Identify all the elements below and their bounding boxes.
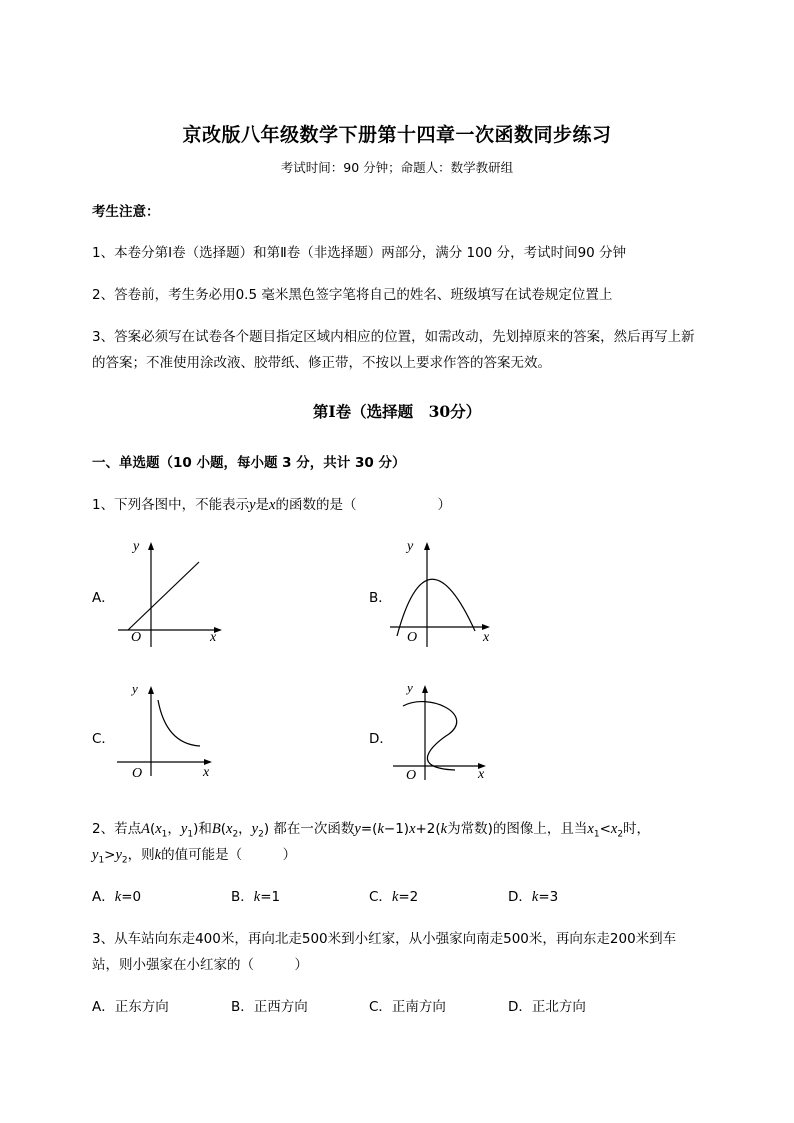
option-a-label: A． (92, 590, 115, 606)
q2-text: 都在一次函数 (269, 821, 355, 837)
q2-text: 时， (623, 821, 651, 837)
q2-text: < (599, 821, 611, 837)
q1-var-y: y (249, 497, 256, 513)
q3-option-d: D．正北方向 (508, 999, 586, 1015)
option-value: =3 (538, 889, 559, 905)
subscript: 2 (121, 855, 128, 866)
notice-item-3-line-1: 3、答案必须写在试卷各个题目指定区域内相应的位置，如需改动，先划掉原来的答案，然后再写上新 (92, 329, 695, 345)
q2-text: 2、若点 (92, 821, 142, 837)
q2-text: ， (238, 821, 252, 837)
q2-text: ， (167, 821, 181, 837)
origin-label: O (132, 766, 143, 781)
var-k: k (391, 889, 399, 905)
var-x2: x (226, 821, 233, 837)
option-label: B． (231, 889, 254, 905)
var-k: k (531, 889, 539, 905)
var-k: k (154, 847, 162, 863)
y-axis-label: y (407, 680, 413, 695)
option-label: D． (508, 889, 532, 905)
var-k: k (440, 821, 448, 837)
y-axis-label: y (407, 539, 414, 554)
notice-item-1: 1、本卷分第Ⅰ卷（选择题）和第Ⅱ卷（非选择题）两部分，满分 100 分，考试时间90 分钟 (92, 245, 627, 261)
q2-text: ，则 (127, 847, 155, 863)
y-axis-label: y (132, 681, 138, 696)
subscript: 1 (593, 829, 600, 840)
q1-var-x: x (269, 497, 276, 513)
x-axis-label: x (478, 767, 485, 782)
notice-heading: 考生注意： (92, 204, 160, 220)
q2-text: −1) (383, 821, 410, 837)
notice-item-2: 2、答卷前，考生务必用0.5 毫米黑色签字笔将自己的姓名、班级填写在试卷规定位置上 (92, 287, 613, 303)
page-title: 京改版八年级数学下册第十四章一次函数同步练习 (182, 124, 612, 146)
var-y2: y (251, 821, 259, 837)
question-2-stem-line-1 (92, 817, 650, 840)
var-k: k (377, 821, 384, 837)
var-y1: y (180, 821, 188, 837)
question-3-stem-line-1: 3、从车站向东走400米，再向北走500米到小红家，从小强家向南走500米，再向东走200米到车 (92, 931, 677, 947)
subscript: 2 (232, 829, 239, 840)
question-1-stem (92, 493, 451, 514)
x-axis-label: x (203, 765, 210, 780)
q2-text: 的值可能是（ ） (161, 847, 297, 863)
y-axis-arrow (148, 686, 154, 694)
option-c-label: C． (92, 731, 115, 747)
y-axis-arrow (424, 542, 430, 550)
answer-blank (356, 497, 437, 513)
graph-b (387, 535, 507, 647)
q2-text: > (104, 847, 116, 863)
subscript: 1 (161, 829, 168, 840)
origin-label: O (131, 630, 142, 645)
origin-label: O (407, 630, 418, 645)
q1-text: 是 (255, 497, 270, 513)
q3-option-a: A．正东方向 (92, 999, 169, 1015)
point-a: A (141, 821, 150, 837)
q2-text: =( (360, 821, 378, 837)
q2-option-b (231, 885, 280, 906)
notice-item-3-line-2: 的答案；不准使用涂改液、胶带纸、修正带，不按以上要求作答的答案无效。 (92, 355, 551, 371)
x-axis-label: x (483, 630, 490, 645)
subscript: 2 (617, 829, 624, 840)
q2-text: 为常数)的图像上，且当 (447, 821, 588, 837)
option-value: =1 (260, 889, 281, 905)
var-k: k (114, 889, 122, 905)
subscript: 1 (187, 829, 194, 840)
point-b: B (211, 821, 221, 837)
var-x2: x (610, 821, 618, 837)
q3-option-c: C．正南方向 (369, 999, 446, 1015)
straight-line-graph (128, 562, 199, 630)
question-2-stem-line-2 (92, 843, 296, 866)
option-value: =0 (121, 889, 142, 905)
y-axis-arrow (148, 542, 154, 550)
option-label: C． (369, 889, 392, 905)
part-1-title: 第Ⅰ卷（选择题 30分） (312, 402, 482, 421)
option-value: =2 (398, 889, 419, 905)
q1-text: 1、下列各图中，不能表示 (92, 497, 250, 513)
q1-text: 的函数的是（ (275, 497, 357, 513)
q2-option-c (369, 885, 418, 906)
q1-text: ） (437, 497, 451, 513)
q2-option-d (508, 885, 558, 906)
graph-d (389, 676, 499, 784)
q2-text: ( (220, 821, 226, 837)
section-heading: 一、单选题（10 小题，每小题 3 分，共计 30 分） (92, 455, 406, 471)
y-axis-label: y (133, 539, 140, 554)
q2-option-a (92, 885, 141, 906)
q2-text: +2( (415, 821, 441, 837)
s-curve-graph (403, 702, 457, 770)
question-3-stem-line-2: 站，则小强家在小红家的（ ） (92, 957, 308, 973)
var-y2: y (115, 847, 122, 863)
option-d-label: D． (369, 731, 393, 747)
exam-info: 考试时间：90 分钟；命题人：数学教研组 (280, 160, 514, 175)
q2-text: 和 (198, 821, 212, 837)
subscript: 2 (258, 829, 264, 840)
q2-text: ) (193, 821, 199, 837)
func-x: x (409, 821, 416, 837)
origin-label: O (406, 768, 417, 783)
graph-c (112, 676, 222, 784)
var-x1: x (587, 821, 594, 837)
option-label: A． (92, 889, 115, 905)
graph-a (110, 535, 230, 647)
hyperbola-branch-graph (158, 700, 200, 746)
q3-option-b: B．正西方向 (231, 999, 308, 1015)
var-k: k (253, 889, 261, 905)
y-axis-arrow (422, 685, 428, 693)
var-x1: x (155, 821, 162, 837)
q2-text: ) (263, 821, 270, 837)
func-y: y (354, 821, 361, 837)
q2-text: ( (149, 821, 156, 837)
x-axis-label: x (210, 630, 217, 645)
var-y1: y (92, 847, 99, 863)
subscript: 1 (98, 855, 105, 866)
option-b-label: B． (369, 590, 392, 606)
